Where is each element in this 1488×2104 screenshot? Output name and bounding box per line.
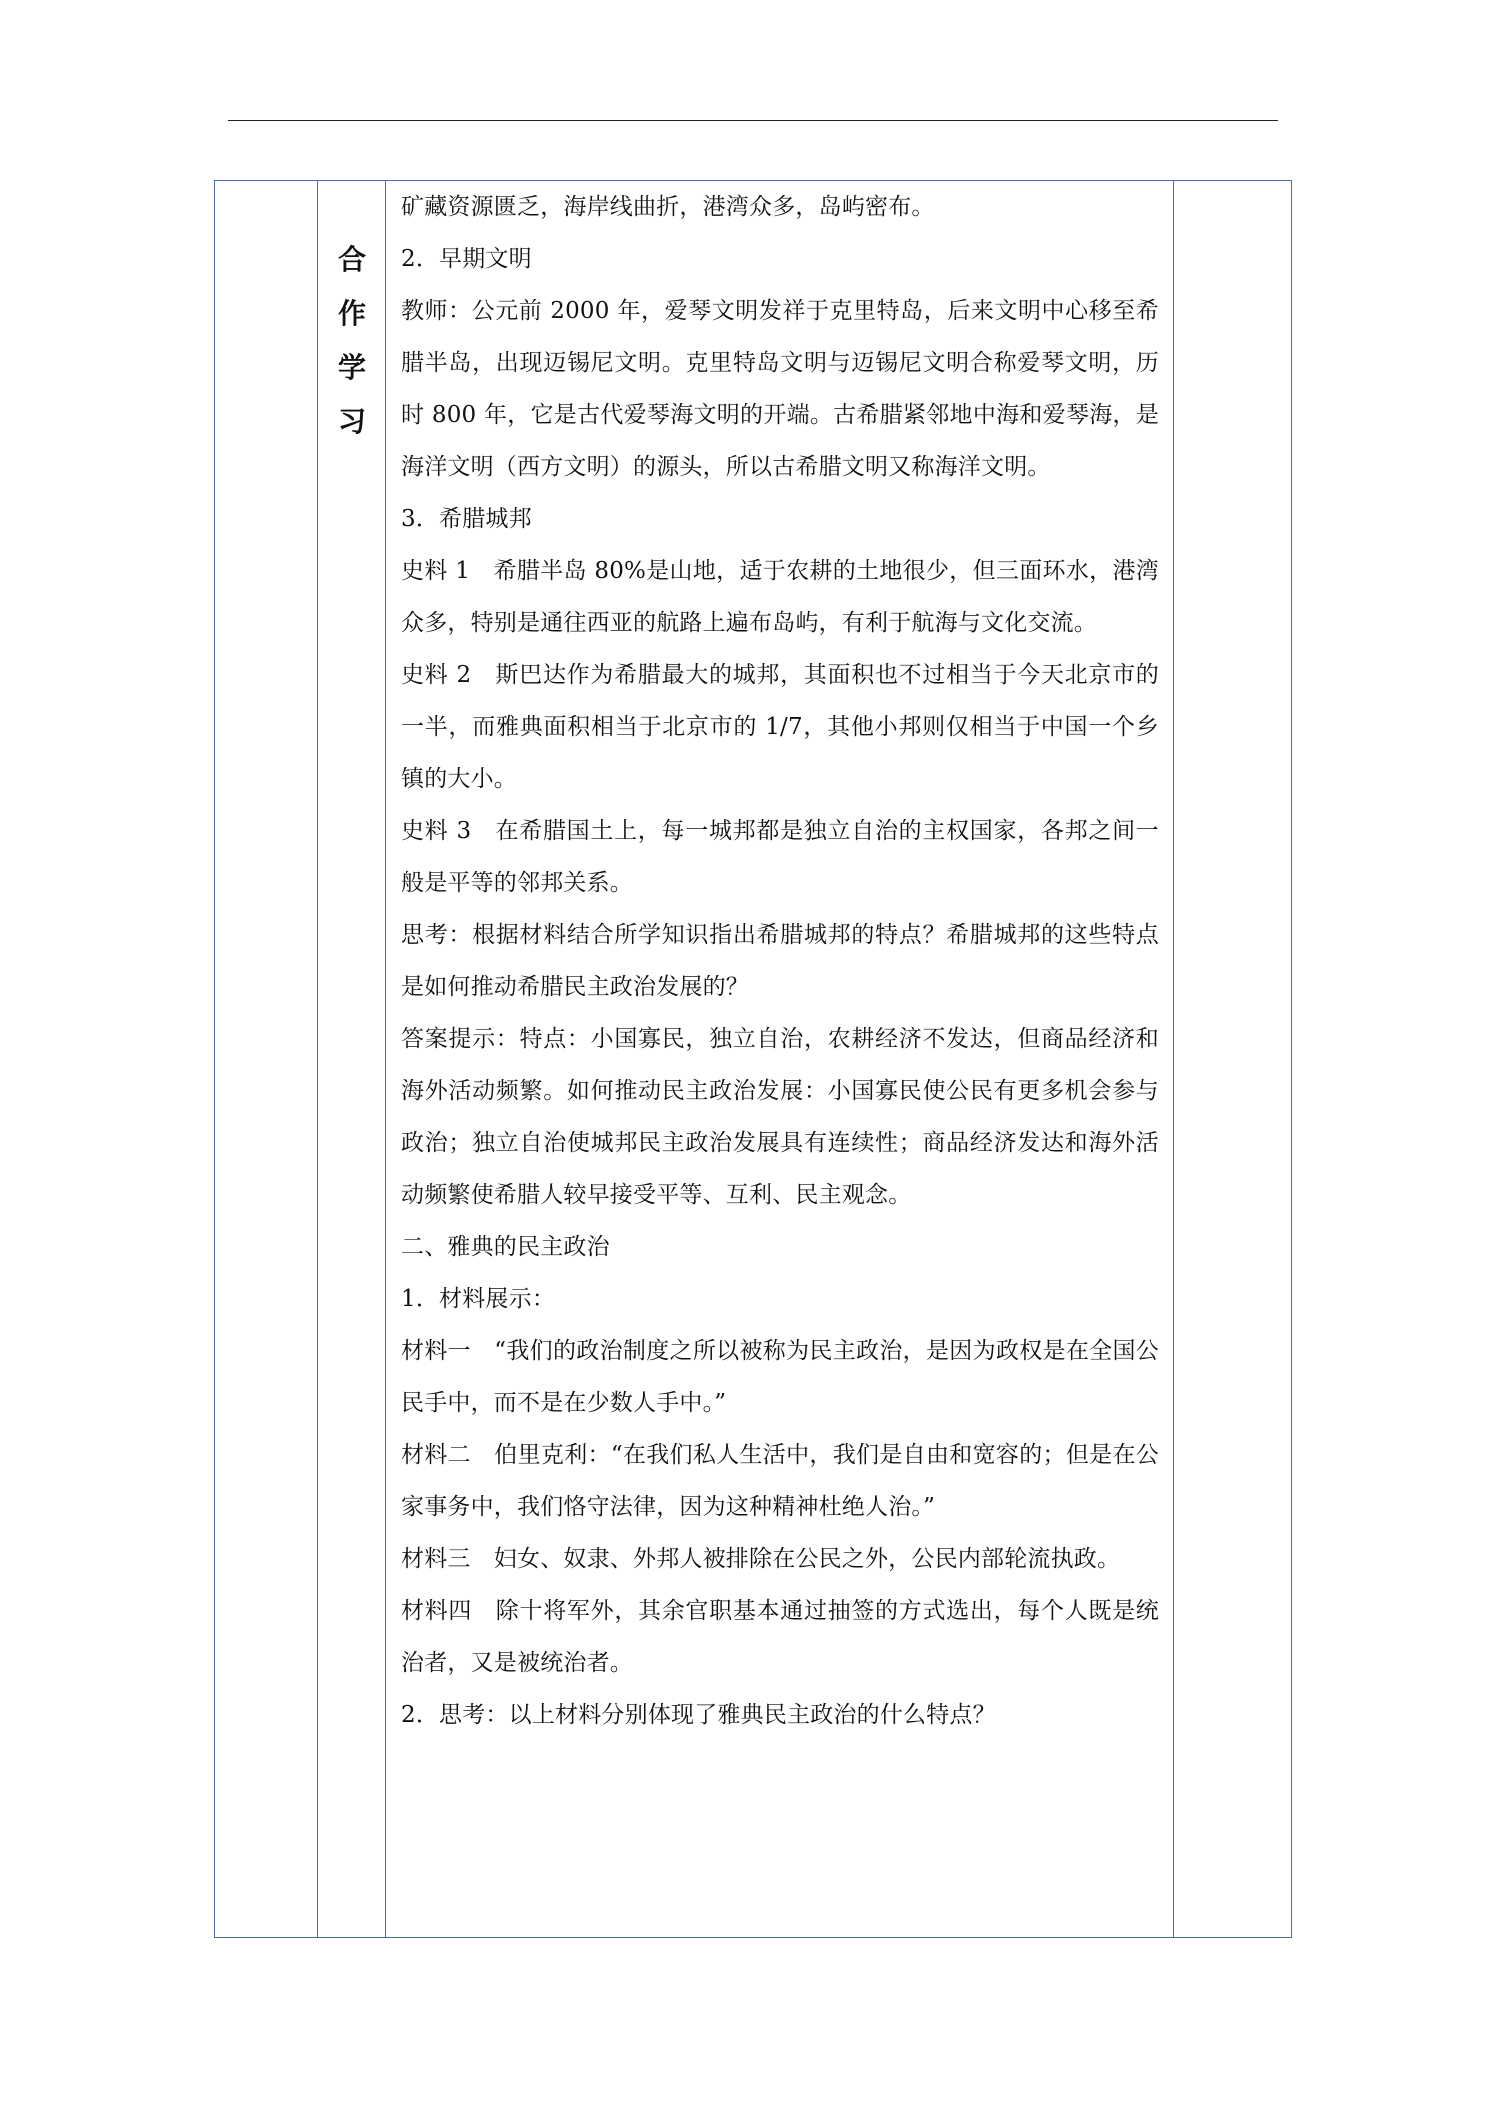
section-label-char: 学 [337,351,366,384]
source-material: 材料二 伯里克利：“在我们私人生活中，我们是自由和宽容的；但是在公家事务中，我们恪守法律，因为这种精神杜绝人治。” [401,1442,1159,1520]
section-label [319,233,385,449]
lesson-table [214,180,1292,1938]
section-heading: 二、雅典的民主政治 [401,1234,610,1260]
lesson-content [401,181,1159,1741]
column-divider [385,181,386,1937]
column-divider [1173,181,1174,1937]
subheading: 2．早期文明 [401,246,532,272]
section-label-char: 作 [337,297,366,330]
subheading: 3．希腊城邦 [401,506,532,532]
source-material: 材料四 除十将军外，其余官职基本通过抽签的方式选出，每个人既是统治者，又是被统治者。 [401,1598,1159,1676]
source-material: 史料 2 斯巴达作为希腊最大的城邦，其面积也不过相当于今天北京市的一半，而雅典面积相当于北京市的 1/7，其他小邦则仅相当于中国一个乡镇的大小。 [401,662,1159,792]
section-label-char: 合 [337,243,366,276]
source-material: 史料 3 在希腊国土上，每一城邦都是独立自治的主权国家，各邦之间一般是平等的邻邦关系。 [401,818,1159,896]
answer-hint: 答案提示：特点：小国寡民，独立自治，农耕经济不发达，但商品经济和海外活动频繁。如何推动民主政治发展：小国寡民使公民有更多机会参与政治；独立自治使城邦民主政治发展具有连续性；商品经济发达和海外活动频繁使希腊人较早接受平等、互利、民主观念。 [401,1026,1159,1208]
section-label-char: 习 [337,405,366,438]
source-material: 材料三 妇女、奴隶、外邦人被排除在公民之外，公民内部轮流执政。 [401,1546,1121,1572]
source-material: 史料 1 希腊半岛 80%是山地，适于农耕的土地很少，但三面环水，港湾众多，特别是通往西亚的航路上遍布岛屿，有利于航海与文化交流。 [401,558,1159,636]
subheading: 1．材料展示： [401,1286,556,1312]
header-rule [228,120,1278,121]
question: 思考：根据材料结合所学知识指出希腊城邦的特点？希腊城邦的这些特点是如何推动希腊民主政治发展的？ [401,922,1159,1000]
paragraph: 矿藏资源匮乏，海岸线曲折，港湾众多，岛屿密布。 [401,194,935,220]
source-material: 材料一 “我们的政治制度之所以被称为民主政治，是因为政权是在全国公民手中，而不是在少数人手中。” [401,1338,1159,1416]
column-divider [317,181,318,1937]
paragraph: 教师：公元前 2000 年，爱琴文明发祥于克里特岛，后来文明中心移至希腊半岛，出现迈锡尼文明。克里特岛文明与迈锡尼文明合称爱琴文明，历时 800 年，它是古代爱琴海文明的开端。古希腊紧邻地中海和爱琴海，是海洋文明（西方文明）的源头，所以古希腊文明又称海洋文明。 [401,298,1159,480]
question: 2．思考：以上材料分别体现了雅典民主政治的什么特点？ [401,1702,996,1728]
